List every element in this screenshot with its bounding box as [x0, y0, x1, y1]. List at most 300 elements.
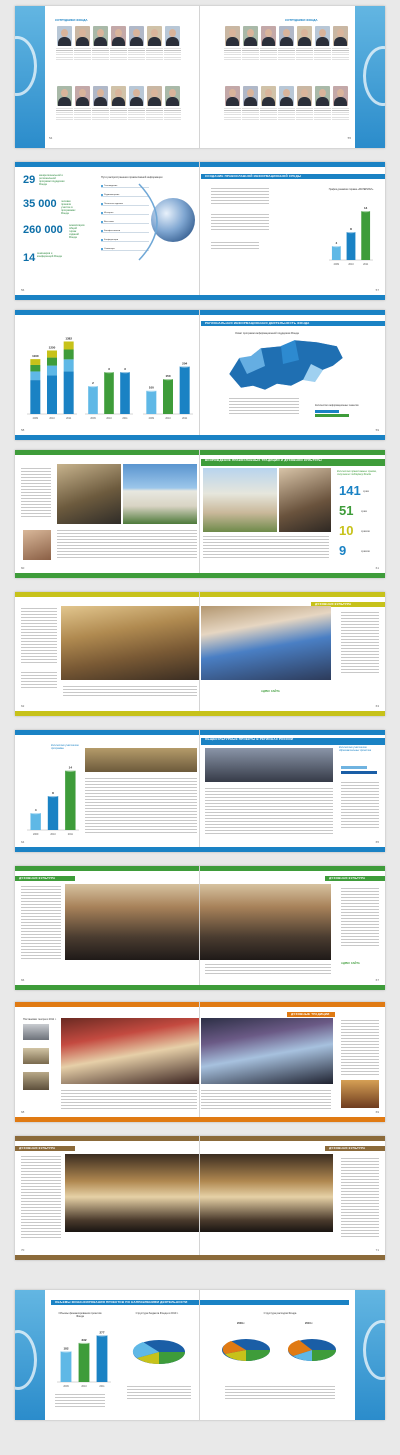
portrait-caption [56, 108, 73, 120]
photo-elder [23, 530, 51, 560]
page-spine [199, 866, 200, 990]
flow-item-label: Интернет [104, 212, 114, 214]
staff-portrait [315, 86, 330, 106]
stat-value: 35 000 [23, 198, 57, 210]
staff-portrait [111, 26, 126, 46]
tick-label: 2009 [90, 417, 96, 420]
portrait-caption [146, 108, 163, 120]
expense-pie-2009 [219, 1332, 273, 1368]
data-label: 1250 [48, 345, 56, 350]
text-block [203, 536, 329, 558]
data-label: 1100 [32, 354, 39, 359]
page-spine [199, 1290, 200, 1420]
quote-block [21, 468, 51, 524]
section-header-left: ДУХОВНАЯ КУЛЬТУРА [15, 1146, 75, 1151]
quote-block [341, 782, 379, 830]
site-label: АДРЕС САЙТА [341, 962, 360, 965]
flow-item-label: Выставки [104, 221, 114, 223]
photo-actress [201, 1018, 333, 1084]
figure-label: храмов [361, 550, 370, 553]
page-number: 56 [21, 288, 25, 292]
data-label: 150 [165, 374, 171, 378]
chart-bar-segment [64, 371, 74, 414]
stat-label: межрегиональной и региональной программ поддержки Фонда [39, 174, 65, 186]
portrait-caption [332, 108, 349, 120]
portrait-caption [242, 108, 259, 120]
spread-spiritual-culture [15, 592, 385, 716]
tick-label: 2010 [81, 1385, 87, 1388]
page-number: 71 [375, 1248, 379, 1252]
staff-portrait [57, 26, 72, 46]
section-header: РЕГИОНАЛЬНАЯ ИНФОРМАЦИОННАЯ ДЕЯТЕЛЬНОСТЬ ФОНДА [201, 321, 385, 326]
portrait-caption [92, 48, 109, 60]
page-spine [199, 592, 200, 716]
page-number: 55 [347, 136, 351, 140]
bar-cap [146, 389, 156, 391]
page-number: 57 [375, 288, 379, 292]
section-header: СОЗДАНИЕ ПРАВОСЛАВНОЙ ИНФОРМАЦИОННОЙ СРЕДЫ [201, 174, 385, 179]
page-spine [199, 730, 200, 852]
data-label: 204 [182, 361, 188, 366]
staff-header-right: СОТРУДНИКИ ФОНДА [285, 18, 318, 22]
spread-award [15, 866, 385, 990]
page-number: 62 [21, 704, 25, 708]
chart-bar [120, 372, 130, 414]
tick-label: 2011 [67, 833, 73, 836]
quote-block [341, 1020, 379, 1076]
staff-portrait [261, 86, 276, 106]
staff-portrait [243, 26, 258, 46]
portrait-caption [278, 108, 295, 120]
tick-label: 2011 [122, 417, 128, 420]
section-header-left: ДУХОВНАЯ КУЛЬТУРА [15, 876, 75, 881]
top-stripe [15, 730, 385, 735]
section-header-right: ДУХОВНАЯ КУЛЬТУРА [325, 876, 385, 881]
data-label: 2 [92, 381, 94, 385]
figure-label: храмов [361, 530, 370, 533]
tick-label: 2009 [63, 1385, 69, 1388]
page-number: 59 [375, 428, 379, 432]
bottom-stripe [15, 711, 385, 716]
flow-item-label: Кинофестивали [104, 230, 121, 232]
russia-map [225, 336, 345, 394]
data-label: 1382 [65, 336, 73, 341]
photo-theatre-1 [23, 1024, 49, 1040]
map-legend [229, 398, 299, 416]
bottom-stripe [15, 435, 385, 440]
stat-value: 260 000 [23, 224, 63, 236]
data-label: 8 [350, 227, 352, 231]
staff-portrait [75, 86, 90, 106]
staff-portrait [297, 86, 312, 106]
tick-label: 2009 [32, 417, 38, 420]
tick-label: 2010 [50, 833, 56, 836]
right-chart-title: Количество участников образовательных проектов [339, 746, 372, 752]
tick-label: 2010 [165, 417, 171, 420]
section-header: ОБЩЕКУЛЬТУРНЫЕ ПРОЕКТЫ В РЕГИОНАХ РОССИИ [201, 738, 385, 745]
page-number: 65 [375, 840, 379, 844]
photo-patriarch-service [61, 606, 199, 680]
spread-culture-projects [15, 730, 385, 852]
participants-chart-2 [25, 754, 81, 838]
figure-value: 141 [339, 483, 361, 498]
quote-block [21, 1156, 61, 1240]
figure-label: храм [363, 490, 369, 493]
spread-churches [15, 450, 385, 578]
participants-chart [25, 332, 79, 422]
bottom-stripe [15, 1255, 385, 1260]
figure-label: храм [361, 510, 367, 513]
figure-value: 10 [339, 523, 354, 538]
portrait-caption [74, 108, 91, 120]
stat-value: 29 [23, 174, 36, 186]
bottom-stripe [15, 1117, 385, 1122]
chart-title: График динамики тиража «МАТЕРИАЛ» [328, 188, 374, 191]
staff-portrait [165, 86, 180, 106]
staff-portrait [243, 86, 258, 106]
data-label: 277 [99, 1330, 105, 1335]
bottom-stripe [15, 573, 385, 578]
spread-information [15, 162, 385, 300]
portrait-caption [146, 48, 163, 60]
hbar-2010 [341, 766, 367, 769]
chart2-title: Структура бюджета Фонда в 2010 г. [135, 1312, 179, 1315]
portrait-caption [128, 108, 145, 120]
data-label: 14 [68, 765, 73, 770]
text-block [211, 242, 259, 250]
page-spine [199, 1136, 200, 1260]
map-title: Охват программ информационной поддержки Фонда [235, 332, 299, 335]
data-label: 4 [335, 241, 338, 245]
bar-cap [104, 371, 114, 373]
bar-cap [347, 231, 356, 233]
chart-bar-segment [47, 350, 57, 357]
chart-bar [48, 796, 58, 830]
page-spine [199, 310, 200, 440]
section-header: ВОЗРОЖДЕНИЕ ПРАВОСЛАВНЫХ ТРАДИЦИЙ И ДУХОВНОЙ КУЛЬТУРЫ [201, 459, 385, 466]
section-header: ОБЪЕМЫ ФИНАНСИРОВАНИЯ ПРОЕКТОВ ПО НАПРАВЛЕНИЯМ ДЕЯТЕЛЬНОСТИ [51, 1300, 349, 1305]
bullet-icon [101, 239, 103, 241]
spread-regions [15, 310, 385, 440]
stat-label: экземпляров общий тираж изданий Фонда [69, 224, 85, 239]
quote-block [21, 886, 61, 960]
quote-block [341, 1158, 379, 1238]
top-stripe [15, 1002, 385, 1007]
stat-value: 14 [23, 252, 36, 264]
tick-label: 2009 [148, 417, 154, 420]
bar-cap [88, 385, 98, 387]
portrait-caption [164, 108, 181, 120]
staff-header-left: СОТРУДНИКИ ФОНДА [55, 18, 88, 22]
top-stripe [15, 1136, 385, 1141]
tick-label: 2010 [49, 417, 55, 420]
flow-item-label: Радиовещание [104, 194, 120, 196]
bar-cap [180, 365, 190, 367]
tick-label: 2009 [333, 263, 339, 266]
stat-label: человек приняли участие в программах Фонда [61, 200, 76, 215]
photo-theatre-3 [23, 1072, 49, 1090]
staff-portrait [279, 86, 294, 106]
bullet-icon [101, 212, 103, 214]
page-number: 67 [375, 978, 379, 982]
portrait-caption [110, 48, 127, 60]
chart2-legend [127, 1386, 191, 1400]
flow-arrows [135, 182, 205, 262]
staff-portrait [93, 26, 108, 46]
text-block [57, 530, 197, 558]
portrait-caption [224, 48, 241, 60]
staff-portrait [75, 26, 90, 46]
bullet-icon [101, 203, 103, 205]
staff-portrait [225, 26, 240, 46]
tick-label: 2011 [99, 1385, 105, 1388]
staff-portrait [93, 86, 108, 106]
side-title: Постановки театра в 2011 г. [23, 1018, 57, 1021]
portrait-caption [242, 48, 259, 60]
bar-cap [48, 795, 58, 797]
flow-item-label: Семинары [104, 248, 115, 250]
page-number: 63 [375, 704, 379, 708]
page-number: 70 [21, 1248, 25, 1252]
dioceses-chart [141, 350, 195, 422]
chart-bar [79, 1343, 90, 1382]
left-chart-title: Количество участников программы [51, 744, 79, 750]
chart-bar [347, 232, 356, 260]
flow-item-label: Печатные издания [104, 203, 123, 205]
top-stripe [15, 592, 385, 597]
tick-label: 2009 [33, 833, 39, 836]
photo-hall [341, 1080, 379, 1108]
flow-item-label: Конференции [104, 239, 119, 241]
page-number: 64 [21, 840, 25, 844]
regions-chart [83, 350, 135, 422]
photo-singers [205, 748, 333, 782]
bullet-icon [101, 248, 103, 250]
chart-bar-segment [30, 380, 40, 414]
portrait-caption [332, 48, 349, 60]
bottom-stripe [15, 847, 385, 852]
staff-portrait [333, 26, 348, 46]
budget-pie [129, 1330, 189, 1370]
caption-block [63, 686, 197, 696]
caption-block [205, 964, 331, 974]
chart-bar-segment [64, 359, 74, 371]
tick-label: 2010 [106, 417, 112, 420]
photo-church [123, 464, 197, 524]
top-stripe [15, 162, 385, 167]
photo-performance [61, 1018, 199, 1084]
staff-portrait [315, 26, 330, 46]
chart-bar-segment [47, 366, 57, 376]
page-number: 54 [49, 136, 53, 140]
top-stripe [15, 450, 385, 455]
bullet-icon [101, 194, 103, 196]
chart-bar [65, 771, 75, 831]
chart-bar [180, 366, 190, 414]
data-label: 14 [363, 206, 368, 210]
portrait-caption [260, 108, 277, 120]
staff-portrait [261, 26, 276, 46]
text-block [85, 778, 197, 834]
text-block [341, 612, 379, 674]
bullet-icon [101, 221, 103, 223]
portrait-caption [314, 108, 331, 120]
photo-women [201, 606, 331, 680]
chart-bar-segment [30, 359, 40, 365]
bullet-icon [101, 230, 103, 232]
top-stripe [15, 310, 385, 315]
chart-bar-segment [30, 371, 40, 380]
staff-portrait [225, 86, 240, 106]
data-label: 232 [81, 1337, 87, 1342]
portrait-caption [278, 48, 295, 60]
side-title: Количество православных храмов, получивших поддержку Фонда [337, 470, 377, 476]
bar-cap [79, 1342, 90, 1344]
spread-financing [15, 1290, 385, 1420]
photo-clergy [57, 464, 121, 524]
staff-portrait [279, 26, 294, 46]
staff-portrait [147, 86, 162, 106]
text-block [201, 1090, 331, 1110]
pie-label-2010: 2010 г. [305, 1322, 314, 1325]
top-stripe [15, 866, 385, 871]
chart-bar-segment [30, 365, 40, 371]
tick-label: 2011 [363, 263, 369, 266]
tiraz-chart [327, 196, 375, 268]
hbar-2011 [341, 771, 377, 774]
bottom-stripe [15, 295, 385, 300]
portrait-caption [296, 48, 313, 60]
staff-portrait [57, 86, 72, 106]
page-spine [199, 450, 200, 578]
stories-bar [315, 410, 339, 413]
bar-cap [361, 210, 370, 212]
chart-bar [88, 386, 98, 414]
quote-lines [21, 468, 51, 518]
figure-value: 51 [339, 503, 354, 518]
portrait-caption [260, 48, 277, 60]
text-block [211, 188, 269, 206]
bar-cap [65, 769, 75, 771]
portrait-caption [110, 108, 127, 120]
bar-cap [97, 1334, 108, 1336]
chart-bar-segment [47, 375, 57, 414]
photo-theatre-2 [23, 1048, 49, 1064]
site-label: АДРЕС САЙТА [261, 690, 280, 693]
financing-chart [55, 1320, 113, 1390]
stories-chart-title: Количество информационных сюжетов [315, 404, 359, 407]
bullet-icon [101, 185, 103, 187]
text-block [61, 1090, 197, 1110]
expense-pie-2010 [285, 1332, 339, 1368]
chart-bar-segment [47, 358, 57, 366]
page-number: 66 [21, 978, 25, 982]
staff-portrait [129, 26, 144, 46]
diagram-title: Пути распространения православной информации [101, 176, 163, 179]
data-label: 100 [148, 385, 154, 390]
portrait-caption [56, 48, 73, 60]
spread-staff [15, 6, 385, 148]
quote-block [21, 608, 57, 664]
section-header: ДУХОВНАЯ КУЛЬТУРА [311, 602, 385, 607]
chart-bar-segment [64, 341, 74, 349]
spread-choir [15, 1136, 385, 1260]
figure-value: 9 [339, 543, 347, 558]
quote-block [21, 672, 57, 690]
flow-item-label: Телевидение [104, 185, 118, 187]
stat-label: семинаров и конференций Фонда [37, 252, 62, 258]
page-number: 69 [375, 1110, 379, 1114]
chart-bar [163, 379, 173, 414]
bar-cap [30, 812, 40, 814]
chart-bar [104, 372, 114, 414]
spread-theatre [15, 1002, 385, 1122]
portrait-caption [224, 108, 241, 120]
staff-portrait [297, 26, 312, 46]
portrait-caption [314, 48, 331, 60]
page-spine [199, 162, 200, 300]
tick-label: 2011 [182, 417, 188, 420]
text-block [211, 214, 269, 232]
chart-bar [361, 211, 370, 260]
chart-bar-segment [64, 349, 74, 359]
pie-label-2009: 2009 г. [237, 1322, 246, 1325]
bar-cap [163, 378, 173, 380]
data-label: 4 [34, 808, 37, 812]
page-number: 68 [21, 1110, 25, 1114]
stories-bar [315, 414, 349, 417]
page-number: 61 [375, 566, 379, 570]
portrait-caption [74, 48, 91, 60]
staff-portrait [165, 26, 180, 46]
chart-bar [61, 1351, 72, 1382]
text-block [341, 888, 379, 946]
photo-exhibition [85, 748, 197, 772]
chart-bar [30, 813, 40, 830]
photo-monastery [203, 468, 277, 532]
page-number: 58 [21, 428, 25, 432]
bar-cap [61, 1350, 72, 1352]
text-block [205, 788, 333, 834]
section-header: ДУХОВНЫЕ ТРАДИЦИИ [287, 1012, 335, 1017]
page-number: 60 [21, 566, 25, 570]
bar-cap [332, 245, 341, 247]
chart-bar [332, 246, 341, 260]
portrait-caption [164, 48, 181, 60]
staff-portrait [333, 86, 348, 106]
chart3-legend [225, 1386, 335, 1400]
chart1-legend [55, 1394, 105, 1408]
portrait-caption [128, 48, 145, 60]
page-spine [199, 6, 200, 148]
data-label: 8 [52, 791, 54, 795]
data-label: 182 [63, 1346, 69, 1351]
data-label: 3 [108, 367, 110, 371]
chart3-title: Структура расходов Фонда [263, 1312, 297, 1315]
photo-award-ceremony [65, 884, 331, 960]
chart1-title: Объемы финансирования проектов Фонда [58, 1312, 102, 1318]
portrait-caption [296, 108, 313, 120]
photo-monks [279, 468, 331, 532]
bottom-stripe [15, 985, 385, 990]
tick-label: 2010 [348, 263, 354, 266]
staff-portrait [111, 86, 126, 106]
section-header-right: ДУХОВНАЯ КУЛЬТУРА [325, 1146, 385, 1151]
bar-cap [120, 371, 130, 373]
chart-bar [97, 1335, 108, 1382]
staff-portrait [147, 26, 162, 46]
chart-bar [146, 391, 156, 414]
